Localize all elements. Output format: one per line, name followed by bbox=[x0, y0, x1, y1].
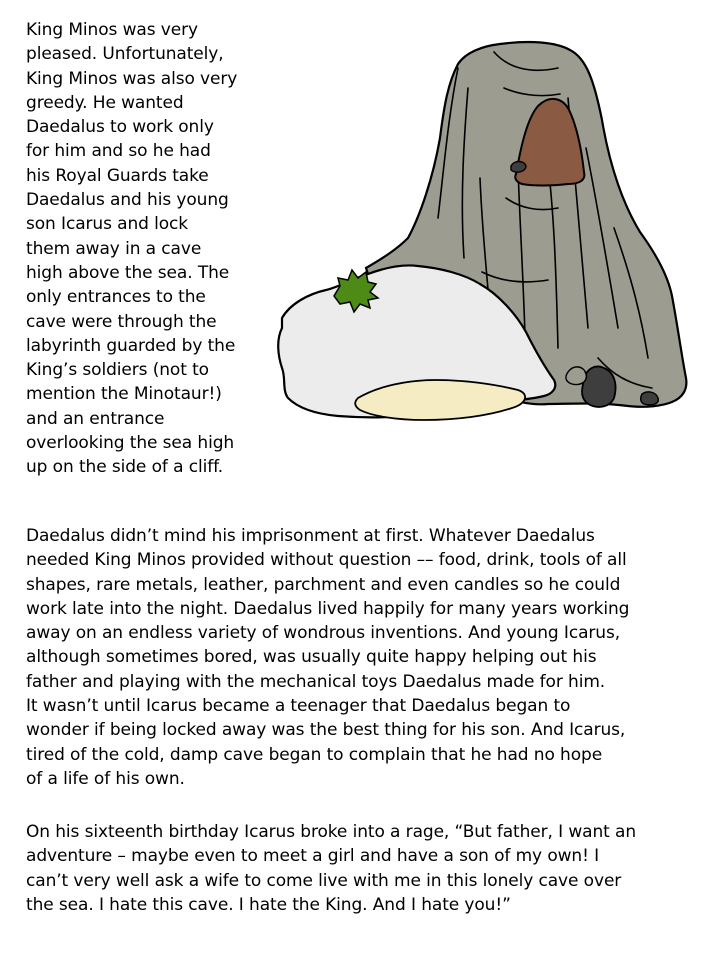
story-paragraph: Daedalus didn’t mind his imprisonment at first. Whatever Daedalus needed King Minos provided without question –– food, drink, tools of all shapes, rare metals, leather, parchment and even candles so he could work late into the night. Daedalus lived happily for many years working away on an endless variety of wondrous inventions. And young Icarus, although sometimes bored, was usually quite happy helping out his father and playing with the mechanical toys Daedalus made for him. It wasn’t until Icarus became a teenager that Daedalus began to wonder if being locked away was the best thing for his son. And Icarus, tired of the cold, damp cave began to complain that he had no hope of a life of his own. bbox=[26, 526, 630, 789]
story-paragraph: On his sixteenth birthday Icarus broke into a rage, “But father, I want an adventure – maybe even to meet a girl and have a son of my own! I can’t very well ask a wife to come live with me in this lonely cave over the sea. I hate this cave. I hate the King. And I hate you!” bbox=[26, 822, 637, 915]
intro-paragraph: King Minos was very pleased. Unfortunately, King Minos was also very greedy. He wanted Daedalus to work only for him and so he had his Royal Guards take Daedalus and his young son Icarus and lock them away in a cave high above the sea. The only entrances to the cave were through the labyrinth guarded by the King’s soldiers (not to mention the Minotaur!) and an entrance overlooking the sea high up on the side of a cliff. bbox=[26, 20, 238, 478]
cave-pebble bbox=[511, 162, 526, 173]
dark-boulder bbox=[582, 367, 616, 407]
dark-pebble bbox=[641, 392, 659, 405]
cliff-cave-illustration bbox=[268, 28, 708, 423]
